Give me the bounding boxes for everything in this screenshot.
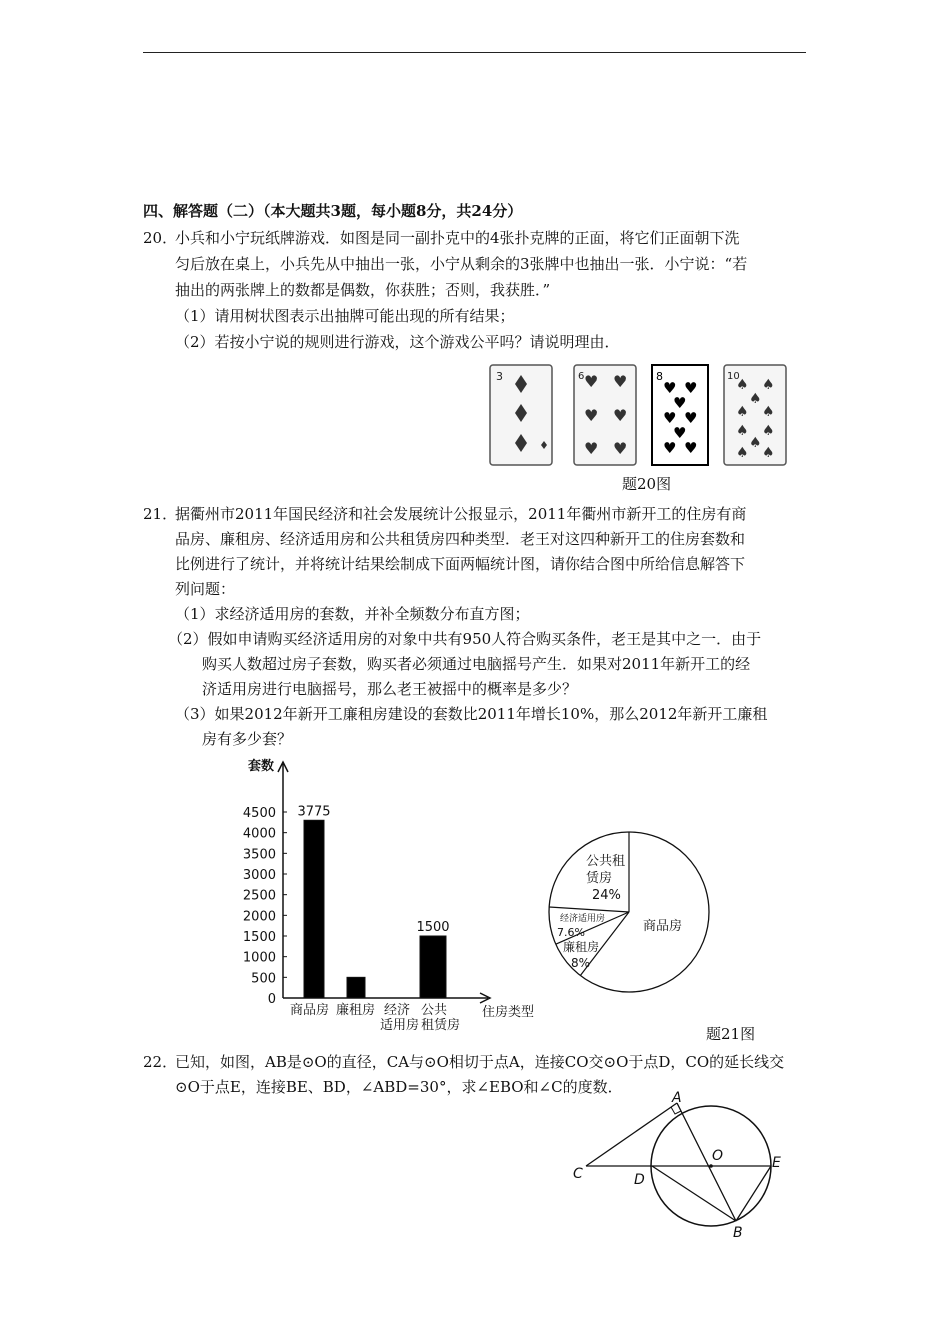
point-label-b: B <box>733 1225 743 1241</box>
bar-2 <box>347 977 365 998</box>
line-ca <box>586 1103 677 1166</box>
point-label-d: D <box>634 1172 645 1188</box>
heart-icon: ♥ <box>613 439 628 458</box>
q21-sub2-line-1: （2）假如申请购买经济适用房的对象中共有950人符合购买条件，老王是其中之一．由于 <box>168 630 762 648</box>
q21-sub2-line-2: 购买人数超过房子套数，购买者必须通过电脑摇号产生．如果对2011年新开工的经 <box>202 655 751 673</box>
spade-icon: ♠ <box>736 404 749 420</box>
q20-line-3: 抽出的两张牌上的数都是偶数，你获胜；否则，我获胜．” <box>175 281 551 299</box>
header-rule <box>143 52 806 53</box>
card-1-rank: 3 <box>496 370 503 383</box>
card-2-rank: 6 <box>578 371 585 382</box>
spade-icon: ♠ <box>749 391 762 407</box>
line-bd <box>652 1166 736 1221</box>
y-tick-label: 2000 <box>242 909 276 925</box>
card-4-rank: 10 <box>727 371 740 382</box>
heart-icon: ♥ <box>584 372 599 391</box>
spade-icon: ♠ <box>736 445 749 461</box>
q21-line-2: 品房、廉租房、经济适用房和公共租赁房四种类型．老王对这四种新开工的住房套数和 <box>175 530 746 548</box>
bar-1 <box>304 820 324 998</box>
spade-icon: ♠ <box>762 404 775 420</box>
y-tick-label: 4500 <box>242 806 276 821</box>
q22-line-2: ⊙O于点E，连接BE、BD，∠ABD=30°，求∠EBO和∠C的度数． <box>175 1078 623 1096</box>
bar-data-label-4: 1500 <box>416 920 450 935</box>
category-label-1: 商品房 <box>290 1003 330 1018</box>
point-label-e: E <box>772 1155 781 1171</box>
circle-geometry-figure <box>568 1090 790 1242</box>
heart-icon: ♥ <box>673 394 687 412</box>
pie-label-commercial: 商品房 <box>643 919 683 934</box>
q21-sub1: （1）求经济适用房的套数，并补全频数分布直方图； <box>175 605 530 623</box>
q21-line-3: 比例进行了统计，并将统计结果绘制成下面两幅统计图，请你结合图中所给信息解答下 <box>175 555 746 573</box>
y-tick-label: 0 <box>267 992 276 1007</box>
pie-pct-affordable: 7.6% <box>557 926 585 939</box>
spade-icon: ♠ <box>749 435 762 451</box>
y-tick-label: 1500 <box>242 930 276 945</box>
y-tick-label: 1000 <box>242 950 276 966</box>
q20-line-1: 小兵和小宁玩纸牌游戏．如图是同一副扑克中的4张扑克牌的正面，将它们正面朝下洗 <box>175 229 740 247</box>
point-label-c: C <box>573 1166 583 1182</box>
category-label-4a: 公共 <box>421 1003 448 1018</box>
pie-label-lowrent: 廉租房 <box>563 940 600 954</box>
card-3-rank: 8 <box>656 370 663 383</box>
pie-label-public-a: 公共租 <box>586 854 626 869</box>
q21-caption: 题21图 <box>706 1025 756 1043</box>
pie-chart <box>545 820 720 1000</box>
spade-icon: ♠ <box>736 423 749 439</box>
category-label-4b: 租赁房 <box>421 1018 461 1033</box>
y-tick-label: 500 <box>251 971 276 987</box>
pie-label-affordable: 经济适用房 <box>560 914 606 924</box>
spade-icon: ♠ <box>762 423 775 439</box>
heart-icon: ♥ <box>663 439 677 457</box>
heart-icon: ♥ <box>673 424 687 442</box>
heart-icon: ♥ <box>584 406 599 425</box>
q21-sub3-line-1: （3）如果2012年新开工廉租房建设的套数比2011年增长10%，那么2012年新开工廉租 <box>175 705 768 723</box>
card-6-hearts <box>574 365 636 465</box>
heart-icon: ♥ <box>684 439 698 457</box>
q21-sub2-line-3: 济适用房进行电脑摇号，那么老王被摇中的概率是多少？ <box>202 680 578 698</box>
q21-sub3-line-2: 房有多少套？ <box>202 730 293 748</box>
section-header: 四、解答题（二）（本大题共3题，每小题8分，共24分） <box>143 202 523 220</box>
line-ab <box>677 1103 736 1221</box>
bar-chart-xlabel: 住房类型 <box>482 1005 535 1020</box>
pie-label-public-b: 赁房 <box>586 871 613 886</box>
pie-pct-public: 24% <box>592 888 621 903</box>
point-label-a: A <box>672 1090 682 1106</box>
y-tick-label: 4000 <box>242 826 276 842</box>
bar-4 <box>420 936 446 998</box>
bar-chart-ylabel: 套数 <box>248 759 275 774</box>
q21-number: 21． <box>143 505 178 523</box>
q21-line-4: 列问题： <box>175 580 236 598</box>
center-point <box>709 1164 713 1168</box>
q20-number: 20． <box>143 229 178 247</box>
q20-caption: 题20图 <box>622 475 672 493</box>
line-be <box>736 1166 771 1221</box>
pie-pct-lowrent: 8% <box>571 956 591 970</box>
card-3-diamonds <box>490 365 552 465</box>
q20-line-2: 匀后放在桌上，小兵先从中抽出一张，小宁从剩余的3张牌中也抽出一张．小宁说：“若 <box>175 255 748 273</box>
heart-icon: ♥ <box>613 372 628 391</box>
heart-icon: ♥ <box>663 379 677 397</box>
bar-chart <box>240 756 550 1036</box>
q22-line-1: 已知，如图，AB是⊙O的直径，CA与⊙O相切于点A，连接CO交⊙O于点D，CO的延长线交 <box>175 1053 785 1071</box>
y-tick-label: 3500 <box>242 847 276 863</box>
spade-icon: ♠ <box>762 445 775 461</box>
spade-icon: ♠ <box>736 377 749 393</box>
category-label-3b: 适用房 <box>380 1018 420 1033</box>
q22-number: 22． <box>143 1053 178 1071</box>
category-label-3a: 经济 <box>384 1003 411 1018</box>
point-label-o: O <box>712 1148 724 1164</box>
q21-line-1: 据衢州市2011年国民经济和社会发展统计公报显示，2011年衢州市新开工的住房有商 <box>175 505 747 523</box>
q20-sub1: （1）请用树状图表示出抽牌可能出现的所有结果； <box>175 307 515 325</box>
card-10-spades <box>724 365 786 465</box>
heart-icon: ♥ <box>684 409 698 427</box>
spade-icon: ♠ <box>762 377 775 393</box>
heart-icon: ♥ <box>663 409 677 427</box>
q20-sub2: （2）若按小宁说的规则进行游戏，这个游戏公平吗？请说明理由． <box>175 333 620 351</box>
heart-icon: ♥ <box>613 406 628 425</box>
y-tick-label: 3000 <box>242 868 276 883</box>
bar-data-label-1: 3775 <box>297 804 331 820</box>
heart-icon: ♥ <box>684 379 698 397</box>
heart-icon: ♥ <box>584 439 599 458</box>
playing-cards-figure <box>488 363 788 469</box>
y-tick-label: 2500 <box>242 888 276 904</box>
card-8-hearts <box>652 365 708 465</box>
category-label-2: 廉租房 <box>336 1003 376 1018</box>
